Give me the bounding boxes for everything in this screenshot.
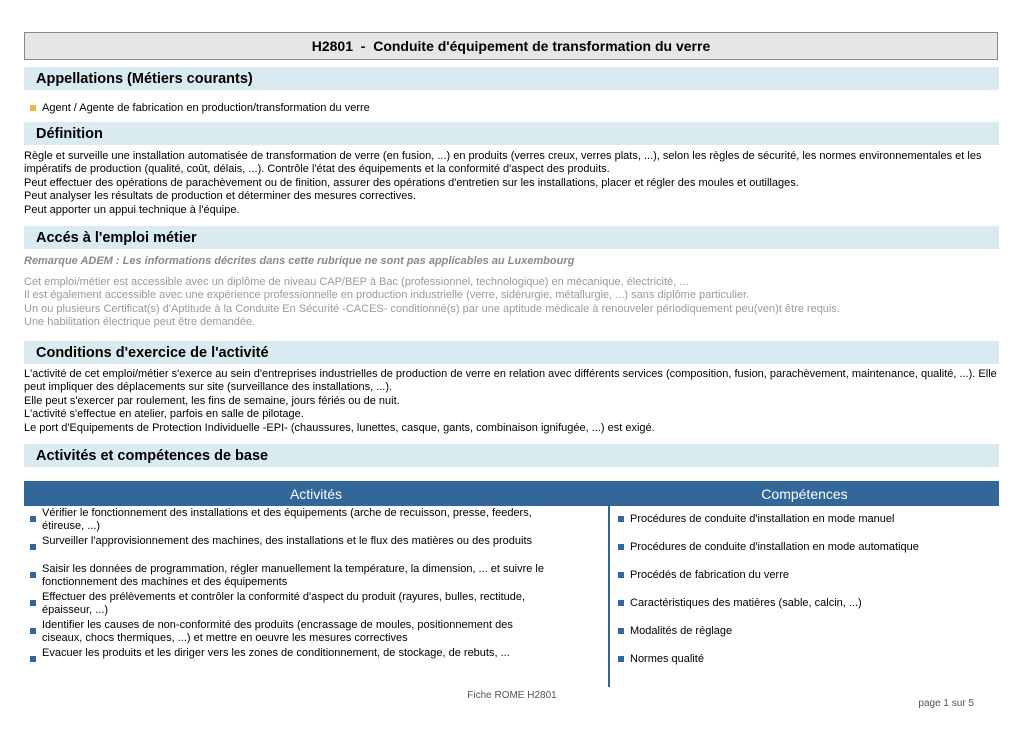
section-heading-activites: Activités et compétences de base xyxy=(24,444,999,467)
competence-item xyxy=(618,597,988,609)
bullet-icon xyxy=(618,656,624,662)
activity-item xyxy=(30,647,590,662)
conditions-line: peut impliquer des déplacements sur site (surveillance des installations, ...). xyxy=(24,381,393,394)
acces-line: Cet emploi/métier est accessible avec un diplôme de niveau CAP/BEP à Bac (professionnel, technologique) en mécanique, électricité, ... xyxy=(24,276,689,288)
competence-item xyxy=(618,513,988,525)
acces-line: Un ou plusieurs Certificat(s) d'Aptitude à la Conduite En Sécurité -CACES- conditionné(s) par une aptitude médicale à renouveler périodiquement peu(ven)t être requis. xyxy=(24,302,840,315)
section-heading-acces: Accés à l'emploi métier xyxy=(24,226,999,249)
bullet-icon xyxy=(618,572,624,578)
conditions-line: L'activité de cet emploi/métier s'exerce au sein d'entreprises industrielles de production de verre en relation avec différents services (composition, fusion, parachèvement, maintenance, qualité, ...). Elle xyxy=(24,368,997,380)
bullet-icon xyxy=(30,600,36,606)
activity-line: fonctionnement des machines et des équipements xyxy=(42,576,288,588)
section-heading-appellations: Appellations (Métiers courants) xyxy=(24,67,999,90)
activity-item xyxy=(30,591,590,617)
bullet-icon xyxy=(30,628,36,634)
activity-line: Evacuer les produits et les diriger vers les zones de conditionnement, de stockage, de rebuts, ... xyxy=(42,647,510,659)
bullet-icon xyxy=(618,628,624,634)
definition-line: Règle et surveille une installation automatisée de transformation de verre (en fusion, ...) en produits (verres creux, verres plats, ...), selon les règles de sécurité, les normes environnementales et les xyxy=(24,150,982,162)
activity-line: Effectuer des prélèvements et contrôler la conformité d'aspect du produit (rayures, bulles, rectitude, xyxy=(42,591,526,603)
conditions-line: L'activité s'effectue en atelier, parfois en salle de pilotage. xyxy=(24,408,304,421)
definition-text xyxy=(24,150,1002,217)
acces-line: Une habilitation électrique peut être demandée. xyxy=(24,316,256,329)
activity-item xyxy=(30,507,590,533)
definition-line: Peut apporter un appui technique à l'équipe. xyxy=(24,203,240,216)
activity-line: ciseaux, chocs thermiques, ...) et mettre en oeuvre les mesures correctives xyxy=(42,632,408,644)
acces-text xyxy=(24,276,1002,330)
adem-note: Remarque ADEM : Les informations décrites dans cette rubrique ne sont pas applicables au Luxembourg xyxy=(24,255,575,267)
activity-line: Vérifier le fonctionnement des installations et des équipements (arche de recuisson, presse, feeders, xyxy=(42,507,532,519)
column-divider xyxy=(608,481,610,687)
conditions-text xyxy=(24,368,1002,435)
bullet-icon xyxy=(30,544,36,550)
activity-line: épaisseur, ...) xyxy=(42,604,109,616)
page-title: H2801 - Conduite d'équipement de transformation du verre xyxy=(24,32,998,60)
column-header-competences: Compétences xyxy=(610,481,999,506)
bullet-icon xyxy=(618,600,624,606)
competence-label: Caractéristiques des matières (sable, calcin, ...) xyxy=(630,597,862,609)
column-header-activites: Activités xyxy=(24,481,608,506)
bullet-icon xyxy=(30,516,36,522)
bullet-icon xyxy=(30,105,36,111)
competence-label: Procédés de fabrication du verre xyxy=(630,569,789,581)
competence-item xyxy=(618,541,988,553)
competence-label: Modalités de réglage xyxy=(630,625,733,637)
competence-label: Procédures de conduite d'installation en mode automatique xyxy=(630,541,919,553)
activity-item xyxy=(30,619,590,645)
footer-fiche-label: Fiche ROME H2801 xyxy=(467,690,557,701)
definition-line: impératifs de production (qualité, coût, délais, ...). Contrôle l'état des équipements et la conformité d'aspect des produits. xyxy=(24,163,610,176)
activity-item xyxy=(30,535,590,550)
definition-line: Peut analyser les résultats de production et déterminer des mesures correctives. xyxy=(24,190,416,203)
definition-line: Peut effectuer des opérations de parachèvement ou de finition, assurer des opérations d'entretien sur les installations, placer et régler des moules et outillages. xyxy=(24,176,799,189)
page-number: page 1 sur 5 xyxy=(918,698,974,709)
competence-item xyxy=(618,653,988,665)
activity-line: étireuse, ...) xyxy=(42,520,101,532)
activity-line: Surveiller l'approvisionnement des machines, des installations et le flux des matières ou des produits xyxy=(42,535,533,547)
bullet-icon xyxy=(30,656,36,662)
competence-item xyxy=(618,569,988,581)
section-heading-conditions: Conditions d'exercice de l'activité xyxy=(24,341,999,364)
activity-item xyxy=(30,563,590,589)
competence-item xyxy=(618,625,988,637)
activity-line: Saisir les données de programmation, régler manuellement la température, la dimension, ... et suivre le xyxy=(42,563,544,575)
acces-line: Il est également accessible avec une expérience professionnelle en production industrielle (verre, sidérurgie, métallurgie, ...) sans diplôme particulier. xyxy=(24,289,750,302)
appellation-label: Agent / Agente de fabrication en production/transformation du verre xyxy=(42,102,370,114)
bullet-icon xyxy=(30,572,36,578)
section-heading-definition: Définition xyxy=(24,122,999,145)
bullet-icon xyxy=(618,544,624,550)
conditions-line: Le port d'Equipements de Protection Individuelle -EPI- (chaussures, lunettes, casque, gants, combinaison ignifugée, ...) est exigé. xyxy=(24,421,655,434)
competence-label: Procédures de conduite d'installation en mode manuel xyxy=(630,513,895,525)
activity-line: Identifier les causes de non-conformité des produits (encrassage de moules, positionnement des xyxy=(42,619,513,631)
appellation-item xyxy=(30,102,370,114)
competence-label: Normes qualité xyxy=(630,653,704,665)
bullet-icon xyxy=(618,516,624,522)
conditions-line: Elle peut s'exercer par roulement, les fins de semaine, jours fériés ou de nuit. xyxy=(24,394,400,407)
